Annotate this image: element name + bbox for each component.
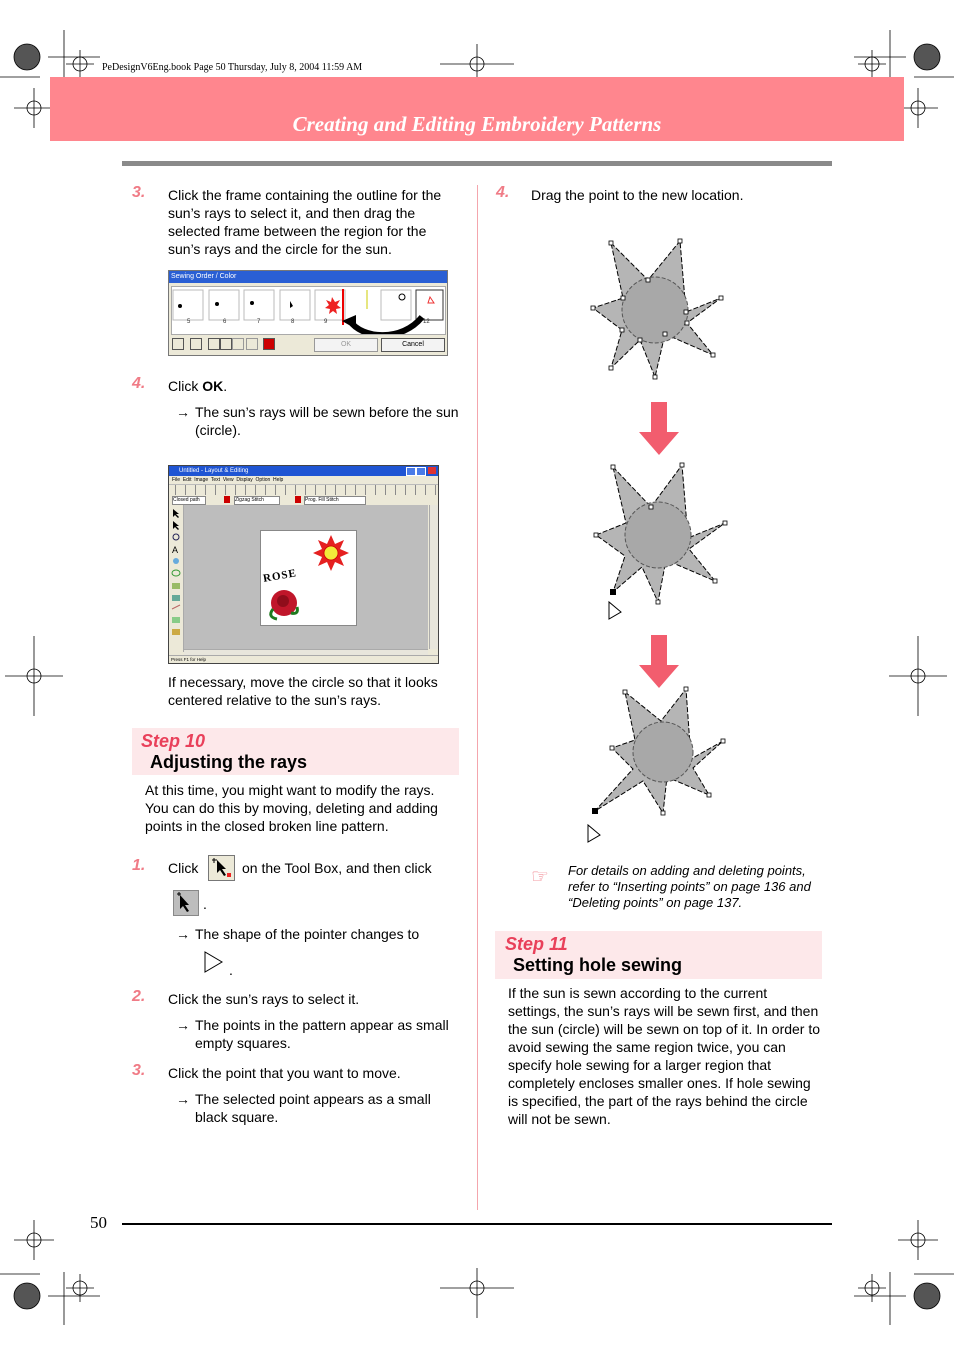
star-illustration [575, 230, 750, 850]
result-line: (circle). [195, 422, 241, 438]
down-arrow-icon [639, 635, 679, 688]
toolbar-icon[interactable] [190, 338, 202, 350]
step4-prefix: Click [168, 378, 203, 394]
line-sew-select[interactable]: Zigzag Stitch [234, 496, 280, 505]
step3-line: sun’s rays and the circle for the sun. [168, 241, 392, 257]
menu-file[interactable]: File [172, 477, 181, 483]
step4-suffix: . [223, 378, 228, 394]
star-1 [591, 239, 723, 379]
step10-intro [145, 781, 465, 835]
vertical-scrollbar[interactable] [429, 505, 438, 649]
note-hand-icon: ☞ [531, 866, 549, 888]
center-note [168, 673, 468, 709]
color-icon[interactable] [263, 338, 275, 350]
intro-line: You can do this by moving, deleting and adding [145, 800, 438, 816]
app-attrbar [169, 495, 438, 505]
menu-help[interactable]: Help [273, 477, 284, 483]
sewing-order-titlebar [169, 271, 447, 283]
step-number: 1. [132, 857, 146, 874]
s1-result: The shape of the pointer changes to [195, 926, 420, 942]
star-3 [588, 687, 725, 842]
app-title: Untitled - Layout & Editing [179, 468, 249, 474]
s1-rest: on the Tool Box, and then click [242, 860, 432, 876]
rose-text: ROSE [262, 567, 298, 585]
result-line: The sun’s rays will be sewn before the sun [195, 404, 459, 420]
sewing-order-numbers [171, 319, 444, 329]
ok-word: OK [202, 378, 224, 394]
frame-number: 8 [291, 319, 295, 325]
note-line: “Deleting points” on page 137. [568, 895, 743, 910]
step11-label: Step 11 [505, 934, 568, 954]
step3-text [168, 186, 468, 258]
result-arrow: → [176, 404, 190, 420]
reference-note [568, 863, 828, 911]
close-icon[interactable] [428, 467, 436, 474]
body-line: specify hole sewing for a larger region that [508, 1057, 772, 1073]
toolbar-icon[interactable] [232, 338, 244, 350]
s1-click: Click [168, 860, 199, 876]
step3-line: selected frame between the region for the [168, 223, 427, 239]
body-line: is specified, the part of the rays behind the circle [508, 1093, 808, 1109]
region-color-swatch[interactable] [295, 496, 301, 503]
s2-result [195, 1016, 465, 1052]
toolbar-icon[interactable] [208, 338, 220, 350]
frame-number: 9 [324, 319, 328, 325]
center-note-line: centered relative to the sun’s rays. [168, 692, 381, 708]
body-line: completely encloses smaller ones. If hole sewing [508, 1075, 811, 1091]
region-sew-select[interactable]: Prog. Fill Stitch [304, 496, 366, 505]
menu-option[interactable]: Option [255, 477, 271, 483]
frame-number: 5 [187, 319, 191, 325]
note-line: For details on adding and deleting points, [568, 863, 806, 878]
s1-dot: . [203, 896, 207, 912]
toolbar-icon[interactable] [246, 338, 258, 350]
body-line: avoid sewing the same region twice, you can [508, 1039, 786, 1055]
menu-view[interactable]: View [222, 477, 234, 483]
s2-text: Click the sun’s rays to select it. [168, 991, 360, 1007]
step-number: 3. [132, 184, 146, 201]
intro-line: At this time, you might want to modify the rays. [145, 782, 435, 798]
result-line: The points in the pattern appear as small [195, 1017, 449, 1033]
step10-title: Adjusting the rays [150, 752, 308, 772]
toolbox-icons [169, 505, 183, 652]
s3-text: Click the point that you want to move. [168, 1065, 401, 1081]
point-edit-tool-icon[interactable] [208, 855, 235, 881]
app-toolbar [169, 484, 438, 495]
app-workspace [184, 505, 428, 649]
step3-line: sun’s rays to select it, and then drag the [168, 205, 416, 221]
result-arrow: → [176, 1017, 190, 1033]
result-arrow: → [176, 1091, 190, 1107]
menu-edit[interactable]: Edit [182, 477, 192, 483]
s3-result [195, 1090, 465, 1126]
menu-text[interactable]: Text [210, 477, 221, 483]
step10-label: Step 10 [141, 731, 206, 751]
star-2 [594, 463, 727, 619]
app-statusbar: Press F1 for Help [169, 655, 439, 663]
step4-result [195, 403, 465, 439]
body-line: settings, the sun’s rays will be sewn first, and then [508, 1003, 819, 1019]
app-titlebar [169, 466, 438, 476]
result-line: empty squares. [195, 1035, 291, 1051]
s1-dot2: . [229, 962, 233, 978]
step11-title: Setting hole sewing [513, 955, 683, 975]
minimize-icon[interactable] [406, 467, 416, 476]
sewing-order-title: Sewing Order / Color [171, 273, 237, 280]
note-line: refer to “Inserting points” on page 136 and [568, 879, 811, 894]
body-line: will not be sewn. [508, 1111, 611, 1127]
step11-body [508, 984, 828, 1128]
step3-line: Click the frame containing the outline for the [168, 187, 442, 203]
step-number: 4. [496, 184, 510, 201]
step-number: 4. [132, 375, 146, 392]
svg-text:A: A [172, 545, 179, 555]
menu-display[interactable]: Display [236, 477, 253, 483]
app-toolbox [169, 505, 184, 652]
result-line: The selected point appears as a small [195, 1091, 431, 1107]
app-menubar [169, 476, 438, 484]
top-rule [122, 161, 832, 166]
result-line: black square. [195, 1109, 279, 1125]
step-number: 2. [132, 988, 146, 1005]
page-number: 50 [90, 1213, 107, 1232]
intro-line: points in the closed broken line pattern. [145, 818, 389, 834]
column-divider [477, 185, 478, 1210]
design-page [260, 530, 357, 626]
line-color-swatch[interactable] [224, 496, 230, 503]
sewing-order-screenshot [168, 270, 448, 356]
menu-image[interactable]: Image [194, 477, 209, 483]
center-note-line: If necessary, move the circle so that it looks [168, 674, 438, 690]
pointer-icon [202, 950, 226, 976]
step4-text [168, 377, 227, 395]
cancel-button[interactable]: Cancel [381, 338, 445, 352]
step-number: 3. [132, 1062, 146, 1079]
bottom-rule [122, 1223, 832, 1225]
toolbar-icon[interactable] [220, 338, 232, 350]
line-type-select[interactable]: Closed path [172, 496, 206, 505]
layout-editing-screenshot [168, 465, 439, 664]
result-arrow: → [176, 926, 190, 942]
frame-number: 12 [423, 319, 430, 325]
ok-button[interactable]: OK [314, 338, 378, 352]
frame-number: 7 [257, 319, 261, 325]
book-info: PeDesignV6Eng.book Page 50 Thursday, July 8, 2004 11:59 AM [102, 62, 363, 73]
frame-number: 6 [223, 319, 227, 325]
select-point-icon[interactable] [173, 890, 199, 916]
step10-box [132, 728, 459, 775]
step11-box [495, 931, 822, 979]
body-line: the sun (circle) will be sewn on top of it. In order to [508, 1021, 821, 1037]
toolbar-icon[interactable] [172, 338, 184, 350]
maximize-icon[interactable] [416, 467, 426, 476]
right-step4-text: Drag the point to the new location. [531, 187, 744, 203]
page-header-title: Creating and Editing Embroidery Patterns [292, 112, 662, 136]
body-line: If the sun is sewn according to the current [508, 985, 768, 1001]
down-arrow-icon [639, 402, 679, 455]
